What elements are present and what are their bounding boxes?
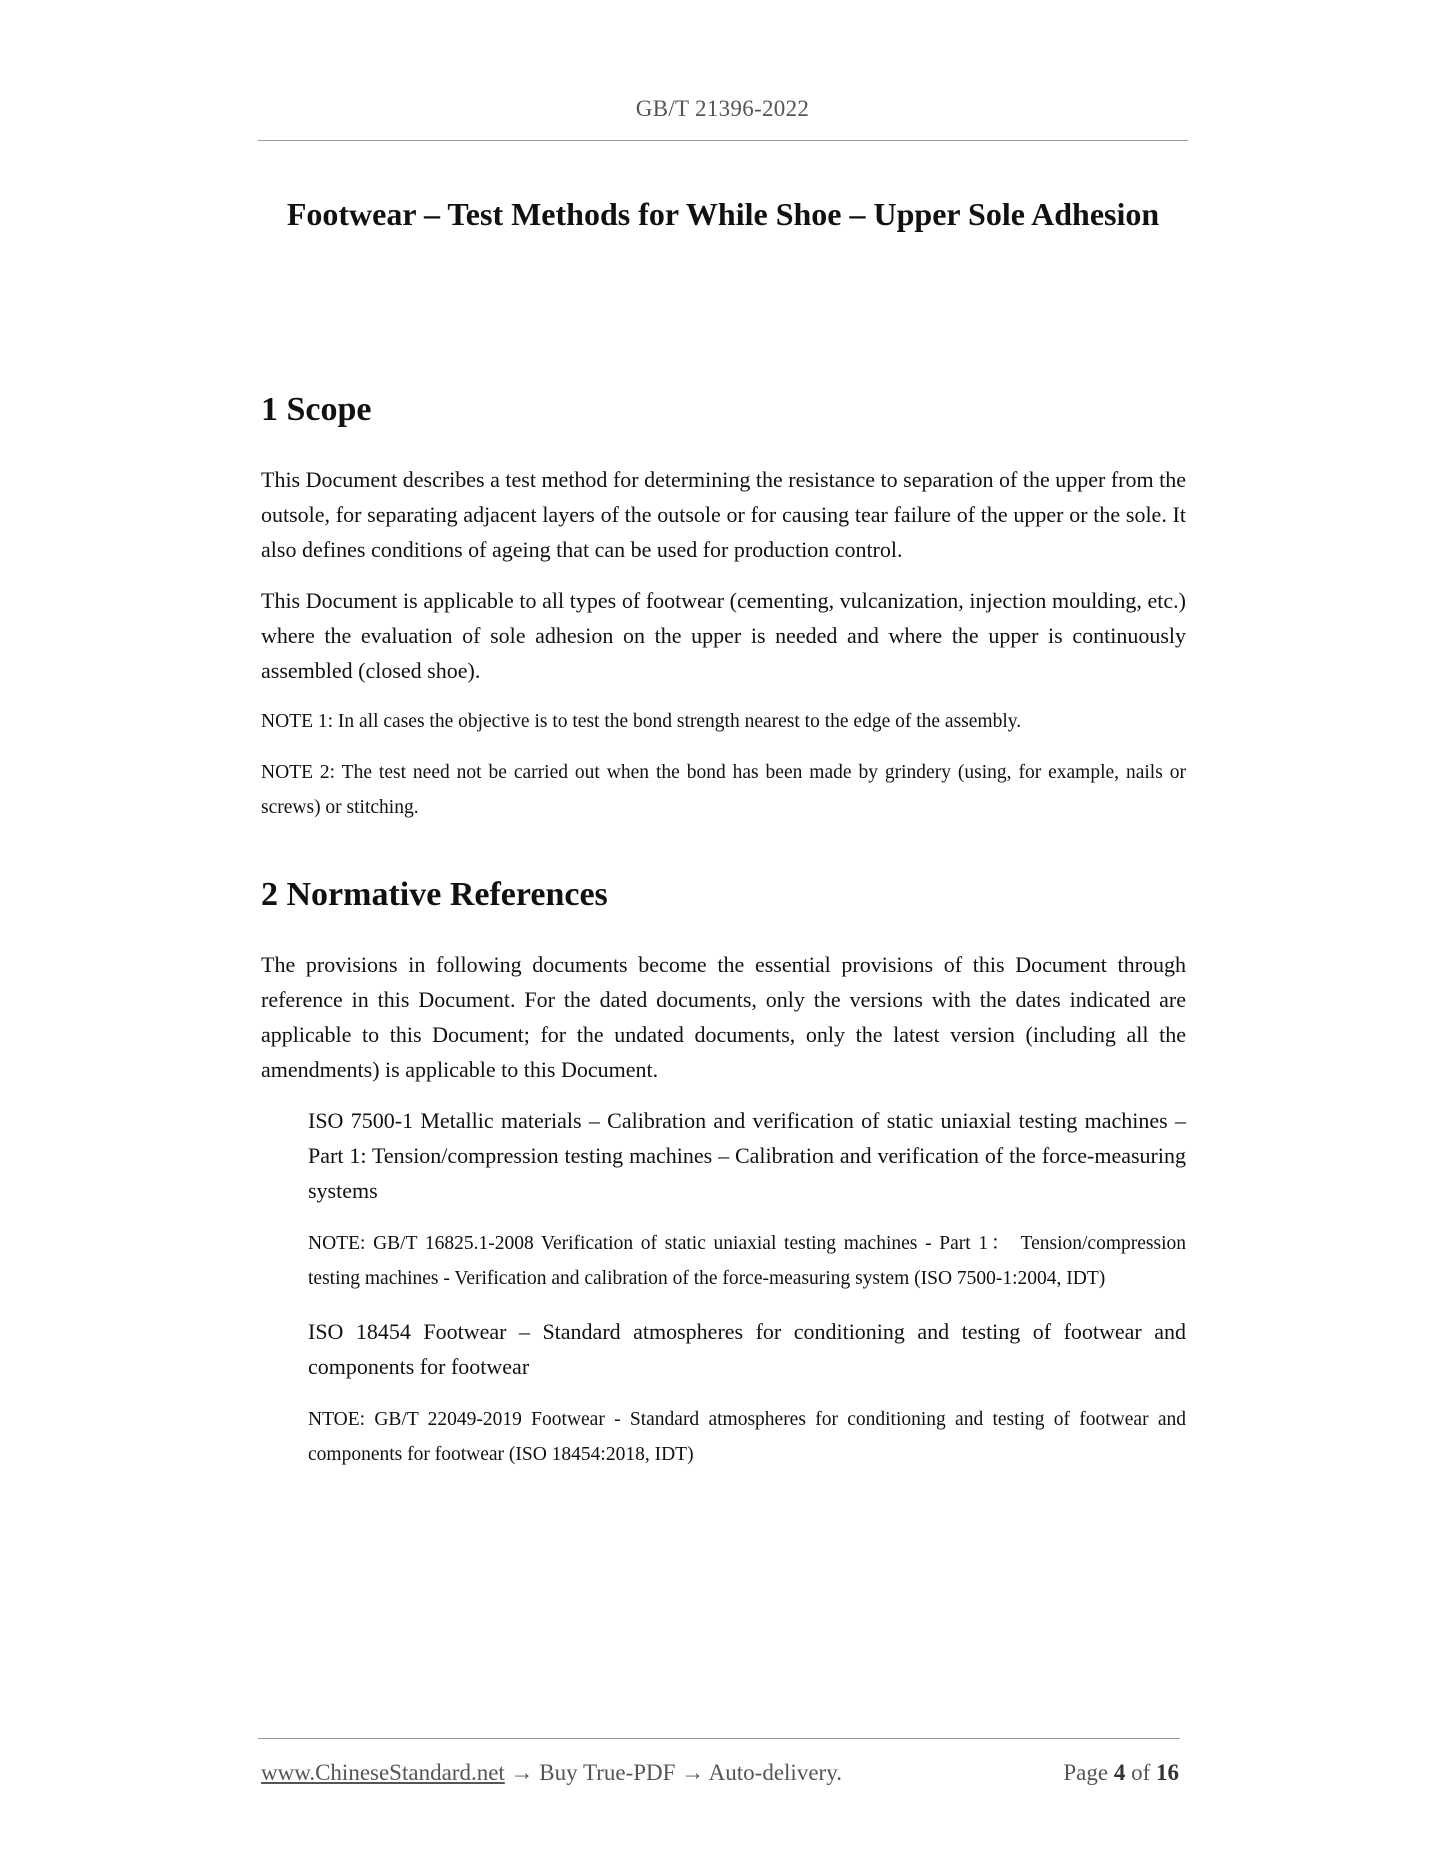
- scope-note-2: NOTE 2: The test need not be carried out when the bond has been made by grindery (using, for example, nails or screws) or stitching.: [261, 762, 1186, 818]
- reference-iso-7500-1-note: NOTE: GB/T 16825.1-2008 Verification of static uniaxial testing machines - Part 1： Tension/compression testing machines - Verification and calibration of the force-measuring system (ISO 7500-1:2004, IDT): [308, 1233, 1186, 1289]
- arrow-right-icon: →: [681, 1760, 705, 1785]
- header-divider: [258, 140, 1188, 141]
- reference-iso-18454: ISO 18454 Footwear – Standard atmospheres for conditioning and testing of footwear and components for footwear: [308, 1319, 1186, 1379]
- page-number: 4: [1113, 1760, 1126, 1785]
- arrow-right-icon: →: [510, 1760, 534, 1785]
- scope-paragraph-1: This Document describes a test method for determining the resistance to separation of the upper from the outsole, for separating adjacent layers of the outsole or for causing tear failure of the upper or the sole. It also defines conditions of ageing that can be used for production control.: [261, 467, 1186, 562]
- footer-divider: [258, 1738, 1180, 1739]
- scope-note-1: NOTE 1: In all cases the objective is to test the bond strength nearest to the edge of the assembly.: [261, 711, 1022, 732]
- page-word: Page: [1063, 1760, 1109, 1785]
- page-total: 16: [1156, 1760, 1179, 1785]
- reference-iso-18454-note: NTOE: GB/T 22049-2019 Footwear - Standard atmospheres for conditioning and testing of footwear and components for footwear (ISO 18454:2018, IDT): [308, 1409, 1186, 1465]
- website-link[interactable]: www.ChineseStandard.net: [261, 1760, 505, 1785]
- header-standard-code: GB/T 21396-2022: [635, 96, 810, 121]
- references-paragraph-1: The provisions in following documents become the essential provisions of this Document through reference in this Document. For the dated documents, only the versions with the dates indicated are applicable to this Document; for the undated documents, only the latest version (including all the amendments) is applicable to this Document.: [261, 952, 1186, 1082]
- document-body: [261, 382, 1186, 1472]
- section-heading-normative-references: 2 Normative References: [261, 876, 608, 913]
- of-word: of: [1131, 1760, 1151, 1785]
- footer-buy-text: Buy True-PDF: [539, 1760, 676, 1785]
- footer-left: [261, 1760, 842, 1786]
- section-heading-scope: 1 Scope: [261, 391, 372, 428]
- reference-iso-7500-1: ISO 7500-1 Metallic materials – Calibration and verification of static uniaxial testing machines – Part 1: Tension/compression testing machines – Calibration and verification of the force-measuring systems: [308, 1108, 1186, 1203]
- footer-delivery-text: Auto-delivery.: [708, 1760, 842, 1785]
- page-indicator: [1063, 1760, 1179, 1786]
- document-title: Footwear – Test Methods for While Shoe – Upper Sole Adhesion: [286, 196, 1160, 232]
- scope-paragraph-2: This Document is applicable to all types of footwear (cementing, vulcanization, injection moulding, etc.) where the evaluation of sole adhesion on the upper is needed and where the upper is continuously assembled (closed shoe).: [261, 588, 1186, 683]
